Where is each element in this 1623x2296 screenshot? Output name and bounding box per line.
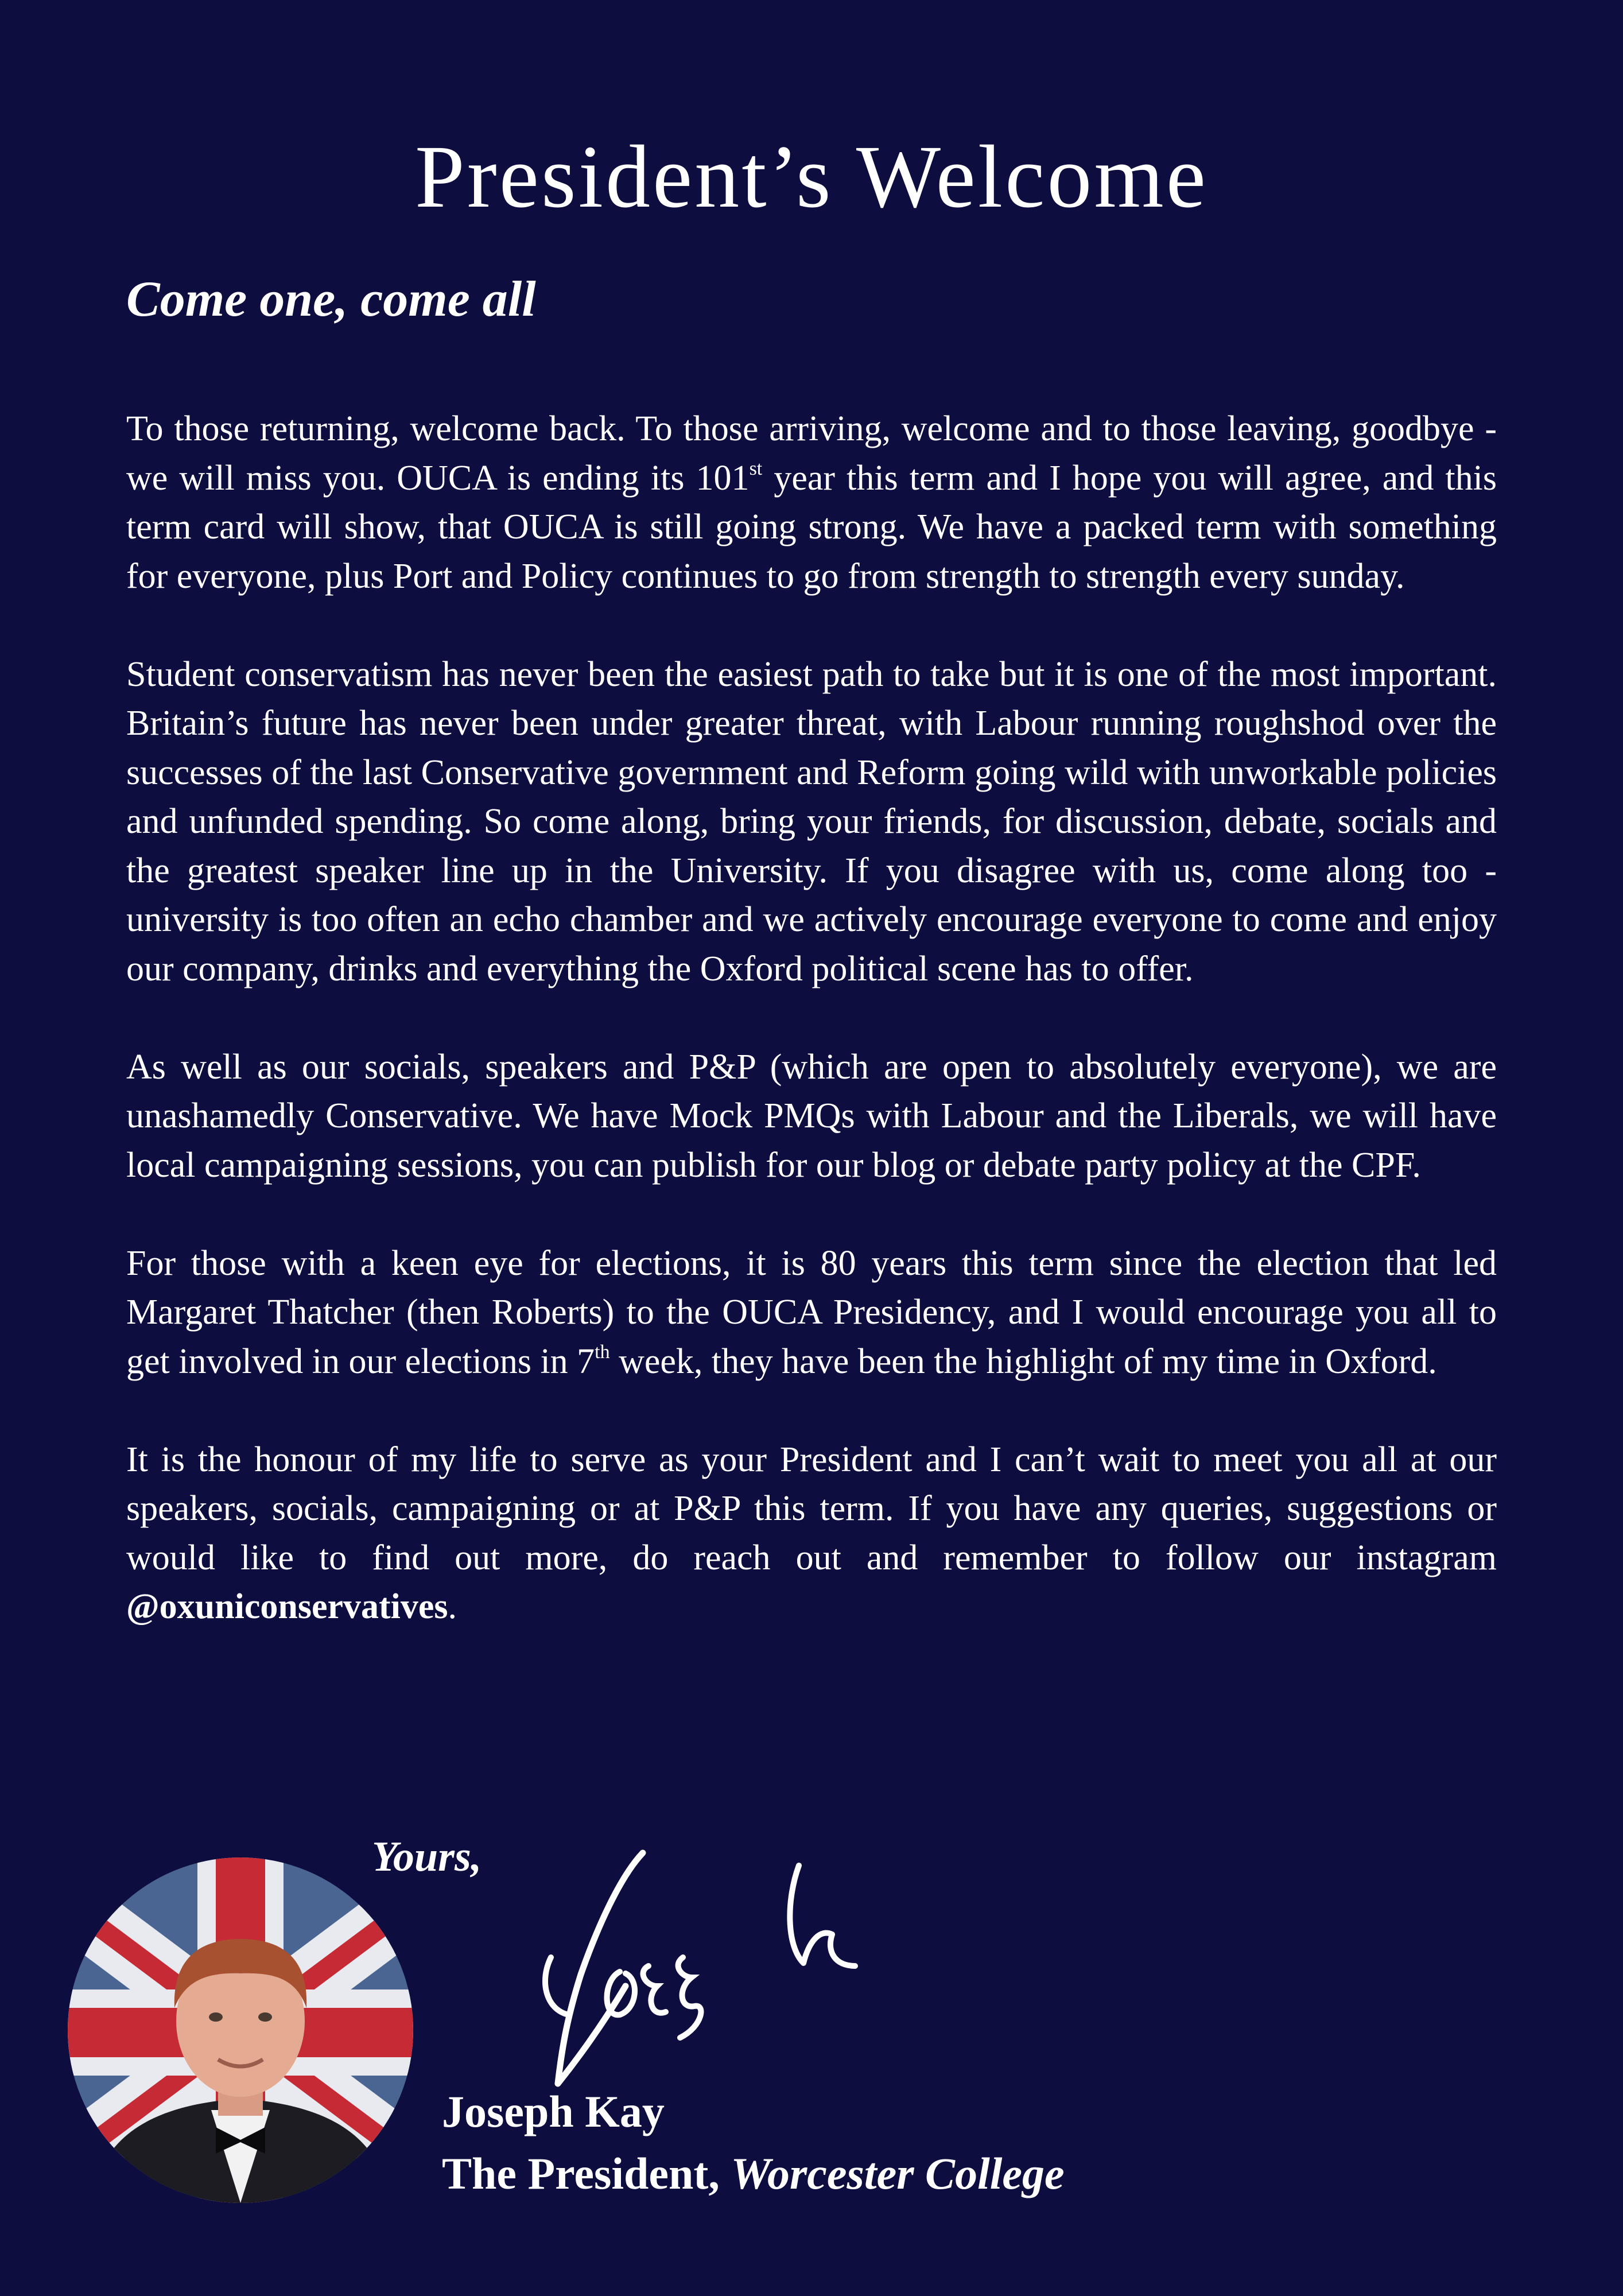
signer-role-text: The President, <box>442 2148 720 2198</box>
paragraph-activities: As well as our socials, speakers and P&P (which are open to absolutely everyone), we are unashamedly Conservative. We have Mock PMQs with Labour and the Liberals, we will have local campaigning sessions, you can publish for our blog or debate party policy at the CPF. <box>126 1047 1497 1185</box>
closing-salutation: Yours, <box>372 1833 482 1880</box>
paragraph-welcome <box>126 405 1497 601</box>
letter-body <box>126 405 1497 1632</box>
signer-name: Joseph Kay <box>442 2086 665 2136</box>
paragraph-elections <box>126 1239 1497 1387</box>
paragraph-closing <box>126 1436 1497 1632</box>
paragraph-text: year this term and I hope you will agree, and this term card will show, that OUCA is still going strong. We have a packed term with something for everyone, plus Port and Policy continues to go from strength to strength every sunday. <box>126 458 1497 596</box>
signer-title <box>442 2148 1065 2198</box>
paragraph-text: To those returning, welcome back. To those arriving, welcome and to those leaving, goodbye - we will miss you. OUCA is ending its 101 <box>126 409 1497 498</box>
paragraph-conservatism: Student conservatism has never been the easiest path to take but it is one of the most important. Britain’s future has never been under greater threat, with Labour running roughshod over the successes of the last Conservative government and Reform going wild with unworkable policies and unfunded spending. So come along, bring your friends, for discussion, debate, socials and the greatest speaker line up in the University. If you disagree with us, come along too - university is too often an echo chamber and we actively encourage everyone to come and enjoy our company, drinks and everything the Oxford political scene has to offer. <box>126 654 1497 988</box>
paragraph-text: It is the honour of my life to serve as your President and I can’t wait to meet you all at our speakers, socials, campaigning or at P&P this term. If you have any queries, suggestions or would like to find out more, do reach out and remember to follow our instagram <box>126 1440 1497 1577</box>
instagram-handle: @oxuniconservatives <box>126 1587 448 1626</box>
paragraph-text: For those with a keen eye for elections, it is 80 years this term since the election that led Margaret Thatcher (then Roberts) to the OUCA Presidency, and I would encourage you all to get involved in our elections in 7 <box>126 1243 1497 1381</box>
president-portrait <box>68 1857 413 2203</box>
page-title: President’s Welcome <box>415 127 1208 226</box>
paragraph-text: . <box>448 1587 457 1626</box>
ordinal-suffix: st <box>749 457 763 479</box>
signature-graphic <box>534 1843 878 2101</box>
paragraph-text: week, they have been the highlight of my time in Oxford. <box>609 1341 1437 1381</box>
signer-college: Worcester College <box>731 2148 1065 2198</box>
page-subtitle: Come one, come all <box>126 272 536 327</box>
ordinal-suffix: th <box>595 1341 610 1363</box>
